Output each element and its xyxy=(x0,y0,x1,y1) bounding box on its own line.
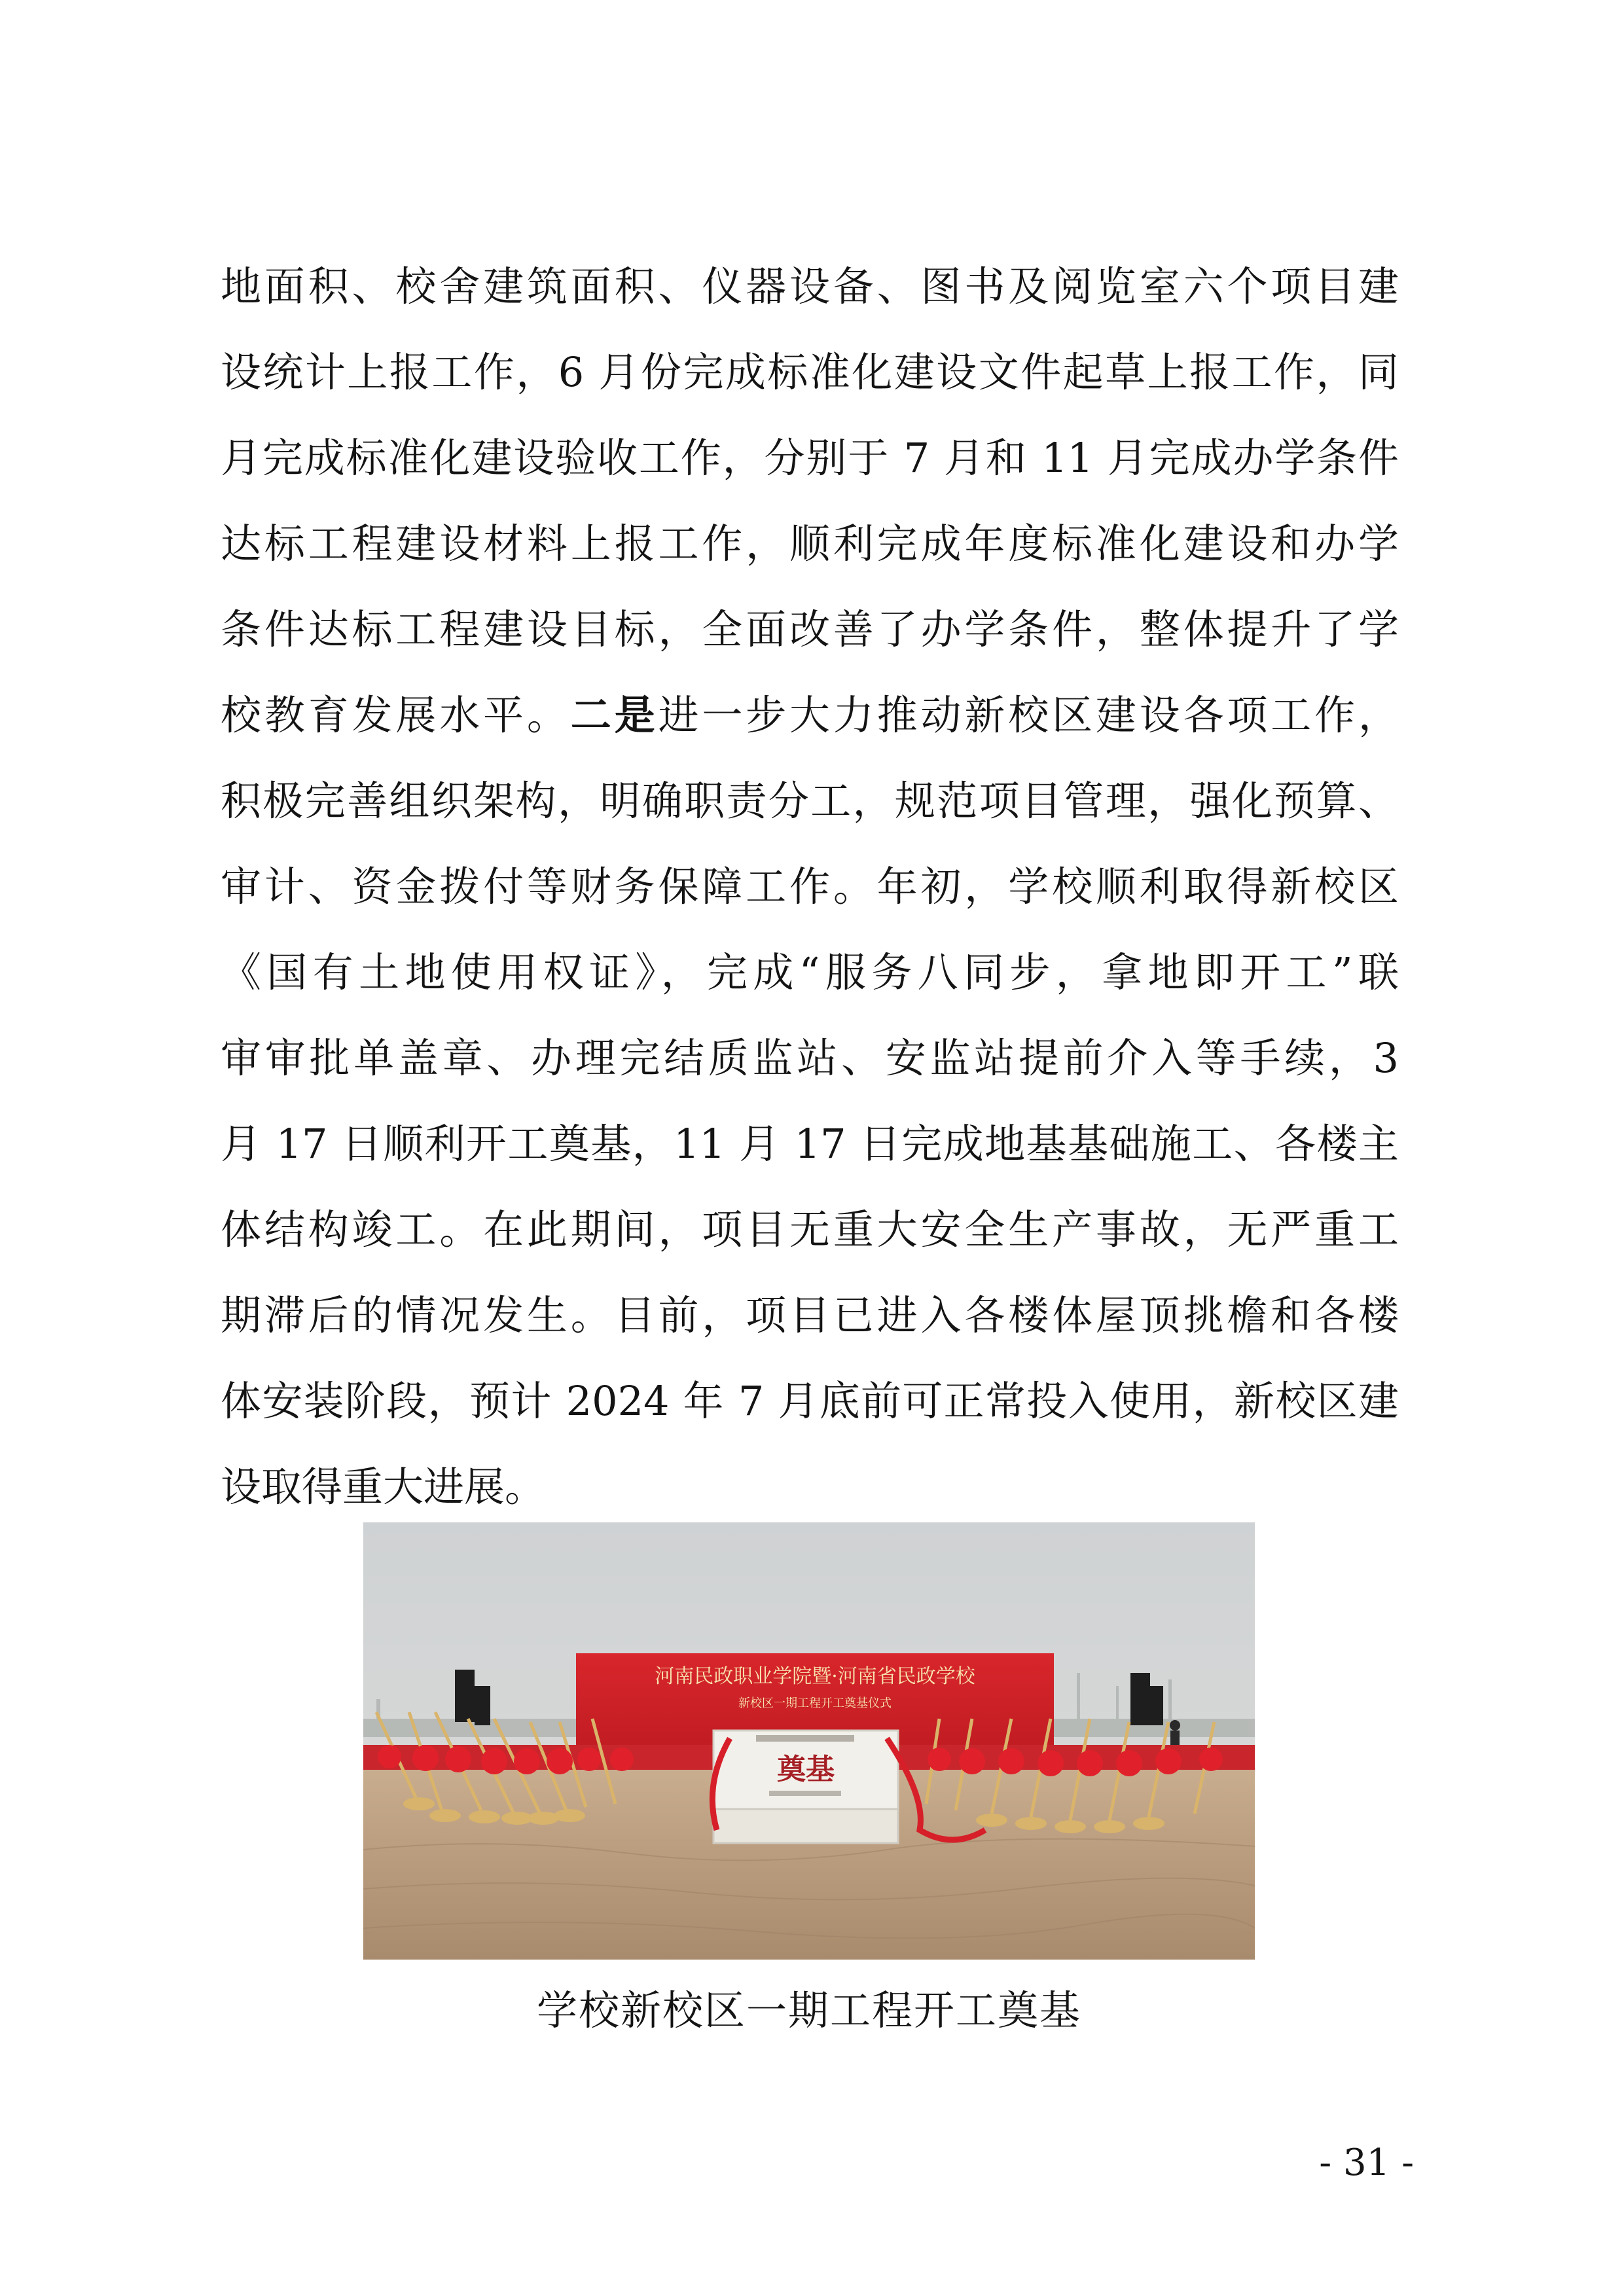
body-line: 体结构竣工。在此期间，项目无重大安全生产事故，无严重工 xyxy=(221,1206,1399,1253)
groundbreaking-photo xyxy=(363,1522,1255,1960)
banner-title: 河南民政职业学院暨·河南省民政学校 xyxy=(655,1665,975,1688)
body-line: 积极完善组织架构，明确职责分工，规范项目管理，强化预算、 xyxy=(221,777,1399,825)
body-line: 月完成标准化建设验收工作，分别于 7 月和 11 月完成办学条件 xyxy=(221,434,1399,482)
body-line: 《国有土地使用权证》，完成“服务八同步，拿地即开工”联 xyxy=(221,948,1399,996)
body-line: 地面积、校舍建筑面积、仪器设备、图书及阅览室六个项目建 xyxy=(221,262,1399,310)
body-line: 体安装阶段，预计 2024 年 7 月底前可正常投入使用，新校区建 xyxy=(221,1377,1399,1425)
body-line: 设取得重大进展。 xyxy=(221,1463,546,1511)
emphasis-label: 二是 xyxy=(570,691,659,739)
body-line-with-emphasis xyxy=(221,672,1399,758)
banner-subtitle: 新校区一期工程开工奠基仪式 xyxy=(738,1696,892,1710)
body-line: 审审批单盖章、办理完结质监站、安监站提前介入等手续，3 xyxy=(221,1034,1399,1082)
body-line: 条件达标工程建设目标，全面改善了办学条件，整体提升了学 xyxy=(221,605,1399,653)
body-paragraph xyxy=(221,243,1399,1530)
body-line: 设统计上报工作，6 月份完成标准化建设文件起草上报工作，同 xyxy=(221,348,1399,396)
body-line-post: 进一步大力推动新校区建设各项工作， xyxy=(658,691,1399,739)
body-line: 审计、资金拨付等财务保障工作。年初，学校顺利取得新校区 xyxy=(221,863,1399,910)
stone-inscription: 奠基 xyxy=(777,1753,835,1786)
body-line: 期滞后的情况发生。目前，项目已进入各楼体屋顶挑檐和各楼 xyxy=(221,1291,1399,1339)
photo-caption: 学校新校区一期工程开工奠基 xyxy=(536,1986,1081,2034)
body-line-pre: 校教育发展水平。 xyxy=(221,691,571,739)
body-line: 达标工程建设材料上报工作，顺利完成年度标准化建设和办学 xyxy=(221,520,1399,567)
foundation-stone xyxy=(713,1731,898,1843)
body-line: 月 17 日顺利开工奠基，11 月 17 日完成地基基础施工、各楼主 xyxy=(221,1120,1399,1168)
page-number: - 31 - xyxy=(1319,2142,1414,2184)
